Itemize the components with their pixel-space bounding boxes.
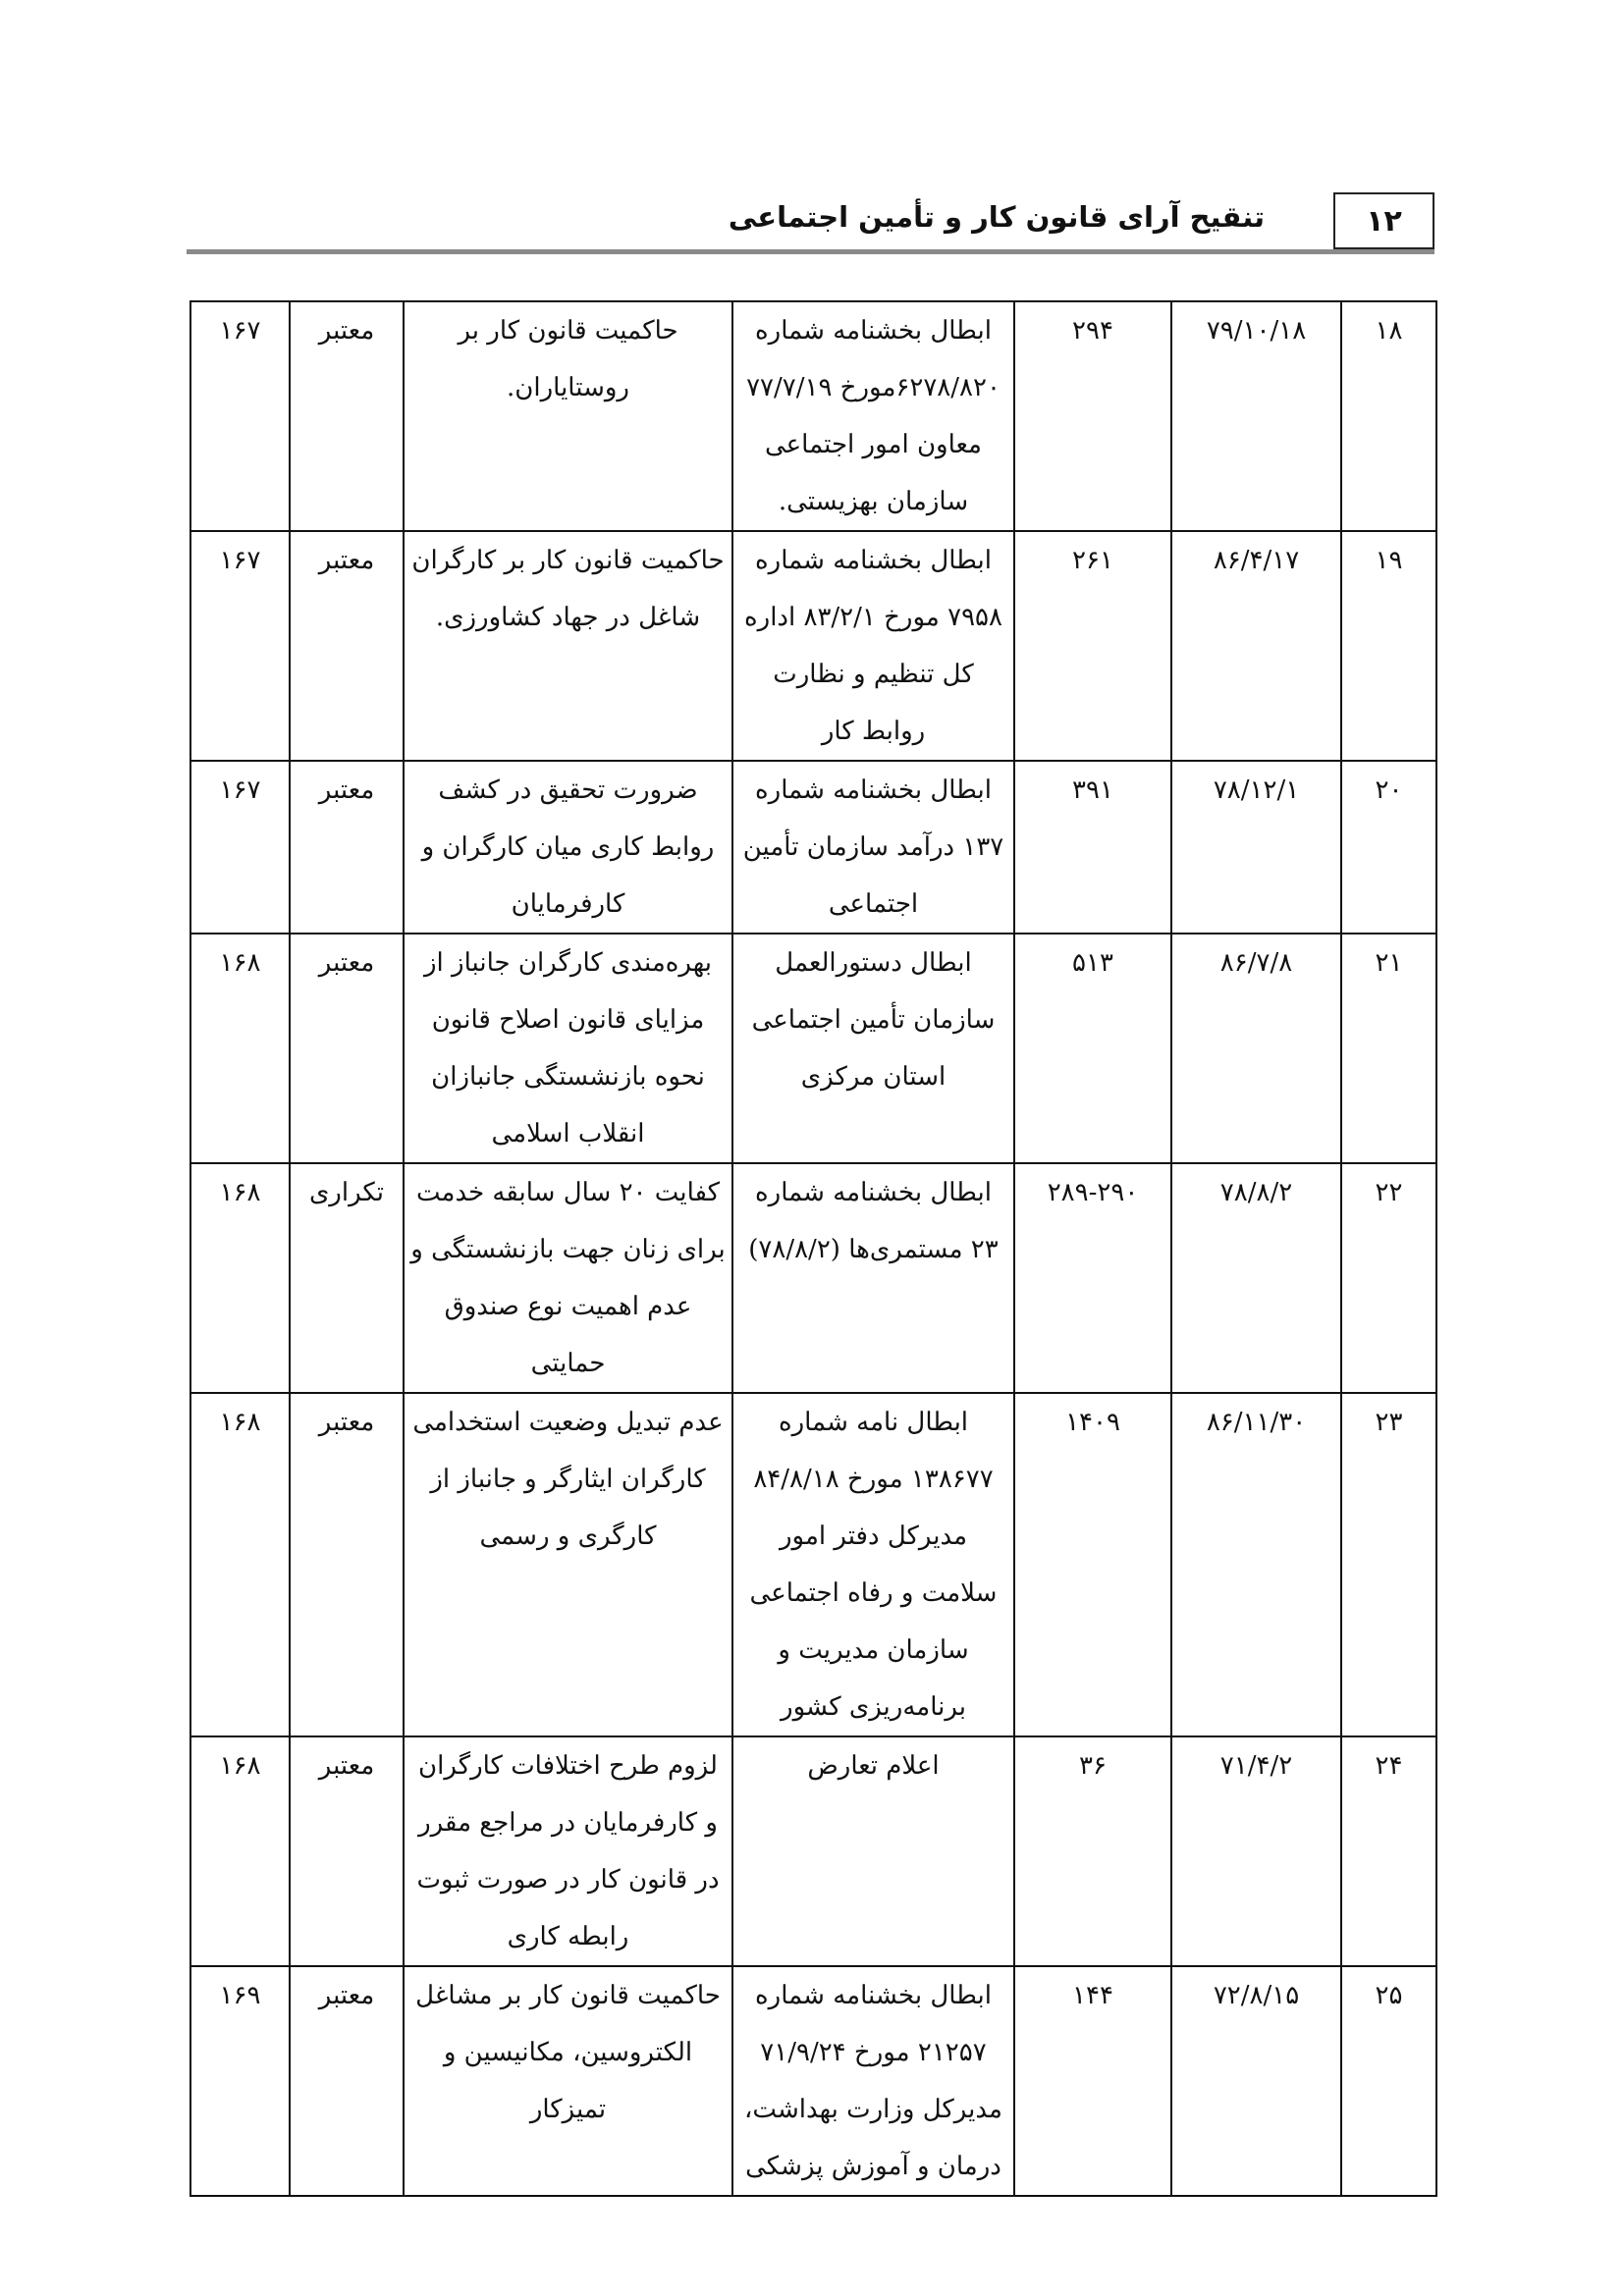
- ruling-cell: حاکمیت قانون کار بر کارگران شاغل در جهاد کشاورزی.: [404, 531, 732, 761]
- status-cell: معتبر: [290, 761, 404, 934]
- page-ref-cell: ۱۶۷: [190, 761, 290, 934]
- page-ref-cell: ۱۶۷: [190, 531, 290, 761]
- ruling-number-cell: ۱۴۴: [1014, 1966, 1171, 2196]
- ruling-number-cell: ۱۴۰۹: [1014, 1393, 1171, 1736]
- table-row: [190, 761, 1436, 934]
- subject-cell: ابطال بخشنامه شماره ۶۲۷۸/۸۲۰مورخ ۷۷/۷/۱۹ معاون امور اجتماعی سازمان بهزیستی.: [732, 301, 1014, 531]
- ruling-cell: بهره‌مندی کارگران جانباز از مزایای قانون اصلاح قانون نحوه بازنشستگی جانبازان انقلاب اسلامی: [404, 934, 732, 1163]
- row-number-cell: ۲۱: [1341, 934, 1436, 1163]
- page-ref-cell: ۱۶۹: [190, 1966, 290, 2196]
- table-row: [190, 1736, 1436, 1966]
- table-row: [190, 1966, 1436, 2196]
- date-cell: ۷۹/۱۰/۱۸: [1171, 301, 1341, 531]
- table-row: [190, 1393, 1436, 1736]
- table-row: [190, 531, 1436, 761]
- status-cell: تکراری: [290, 1163, 404, 1393]
- row-number-cell: ۲۴: [1341, 1736, 1436, 1966]
- page-header: [187, 192, 1434, 254]
- page-number: ۱۲: [1333, 192, 1434, 249]
- ruling-cell: لزوم طرح اختلافات کارگران و کارفرمایان در مراجع مقرر در قانون کار در صورت ثبوت رابطه کاری: [404, 1736, 732, 1966]
- ruling-number-cell: ۵۱۳: [1014, 934, 1171, 1163]
- subject-cell: ابطال نامه شماره ۱۳۸۶۷۷ مورخ ۸۴/۸/۱۸ مدیرکل دفتر امور سلامت و رفاه اجتماعی سازمان مدیریت و برنامه‌ریزی کشور: [732, 1393, 1014, 1736]
- ruling-cell: حاکمیت قانون کار بر مشاغل الکتروسین، مکانیسین و تمیزکار: [404, 1966, 732, 2196]
- row-number-cell: ۲۵: [1341, 1966, 1436, 2196]
- rulings-table-body: [190, 301, 1436, 2196]
- status-cell: معتبر: [290, 531, 404, 761]
- ruling-number-cell: ۲۹۴: [1014, 301, 1171, 531]
- subject-cell: ابطال بخشنامه شماره ۲۱۲۵۷ مورخ ۷۱/۹/۲۴ مدیرکل وزارت بهداشت، درمان و آموزش پزشکی: [732, 1966, 1014, 2196]
- row-number-cell: ۲۳: [1341, 1393, 1436, 1736]
- status-cell: معتبر: [290, 1966, 404, 2196]
- row-number-cell: ۱۸: [1341, 301, 1436, 531]
- row-number-cell: ۲۲: [1341, 1163, 1436, 1393]
- status-cell: معتبر: [290, 301, 404, 531]
- ruling-cell: عدم تبدیل وضعیت استخدامی کارگران ایثارگر و جانباز از کارگری و رسمی: [404, 1393, 732, 1736]
- row-number-cell: ۱۹: [1341, 531, 1436, 761]
- subject-cell: ابطال دستورالعمل سازمان تأمین اجتماعی استان مرکزی: [732, 934, 1014, 1163]
- page-ref-cell: ۱۶۸: [190, 1736, 290, 1966]
- status-cell: معتبر: [290, 1736, 404, 1966]
- ruling-number-cell: ۲۶۱: [1014, 531, 1171, 761]
- date-cell: ۸۶/۴/۱۷: [1171, 531, 1341, 761]
- ruling-number-cell: ۳۹۱: [1014, 761, 1171, 934]
- ruling-cell: کفایت ۲۰ سال سابقه خدمت برای زنان جهت بازنشستگی و عدم اهمیت نوع صندوق حمایتی: [404, 1163, 732, 1393]
- subject-cell: ابطال بخشنامه شماره ۱۳۷ درآمد سازمان تأمین اجتماعی: [732, 761, 1014, 934]
- date-cell: ۷۲/۸/۱۵: [1171, 1966, 1341, 2196]
- ruling-number-cell: ۳۶: [1014, 1736, 1171, 1966]
- page-ref-cell: ۱۶۷: [190, 301, 290, 531]
- ruling-cell: حاکمیت قانون کار بر روستایاران.: [404, 301, 732, 531]
- subject-cell: ابطال بخشنامه شماره ۷۹۵۸ مورخ ۸۳/۲/۱ اداره کل تنظیم و نظارت روابط کار: [732, 531, 1014, 761]
- date-cell: ۸۶/۱۱/۳۰: [1171, 1393, 1341, 1736]
- date-cell: ۷۱/۴/۲: [1171, 1736, 1341, 1966]
- date-cell: ۸۶/۷/۸: [1171, 934, 1341, 1163]
- subject-cell: ابطال بخشنامه شماره ۲۳ مستمری‌ها (۷۸/۸/۲): [732, 1163, 1014, 1393]
- page-ref-cell: ۱۶۸: [190, 1163, 290, 1393]
- date-cell: ۷۸/۸/۲: [1171, 1163, 1341, 1393]
- ruling-number-cell: ۲۸۹-۲۹۰: [1014, 1163, 1171, 1393]
- status-cell: معتبر: [290, 934, 404, 1163]
- status-cell: معتبر: [290, 1393, 404, 1736]
- table-row: [190, 934, 1436, 1163]
- row-number-cell: ۲۰: [1341, 761, 1436, 934]
- subject-cell: اعلام تعارض: [732, 1736, 1014, 1966]
- ruling-cell: ضرورت تحقیق در کشف روابط کاری میان کارگران و کارفرمایان: [404, 761, 732, 934]
- table-row: [190, 1163, 1436, 1393]
- rulings-table: [189, 300, 1437, 2197]
- page-ref-cell: ۱۶۸: [190, 1393, 290, 1736]
- table-row: [190, 301, 1436, 531]
- book-title: تنقیح آرای قانون کار و تأمین اجتماعی: [728, 200, 1265, 234]
- date-cell: ۷۸/۱۲/۱: [1171, 761, 1341, 934]
- page-ref-cell: ۱۶۸: [190, 934, 290, 1163]
